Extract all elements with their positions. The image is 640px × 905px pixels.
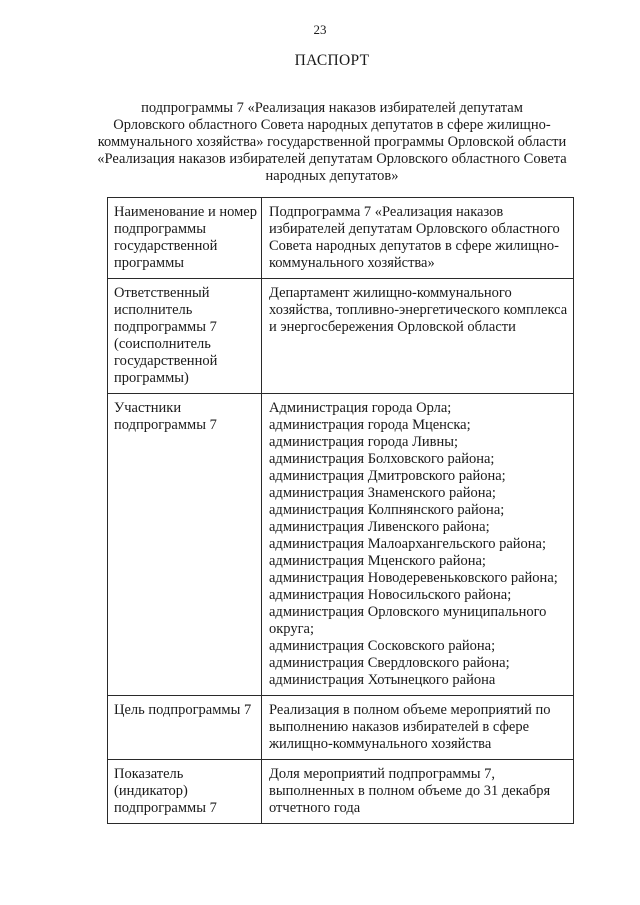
- row-label-line: программы): [114, 370, 189, 386]
- row-label-line: подпрограммы 7: [114, 319, 217, 335]
- subtitle-line: Орловского областного Совета народных депутатов в сфере жилищно-: [113, 117, 551, 133]
- table-row: [108, 198, 574, 279]
- row-value-line: администрация Новосильского района;: [269, 587, 512, 603]
- row-value-line: Доля мероприятий подпрограммы 7,: [269, 766, 495, 782]
- row-value-cell: [262, 696, 574, 760]
- row-value-line: администрация Орловского муниципального: [269, 604, 547, 620]
- row-label-line: Цель подпрограммы 7: [114, 702, 252, 718]
- row-value-line: администрация Знаменского района;: [269, 485, 496, 501]
- row-label-line: исполнитель: [114, 302, 193, 318]
- row-value-line: выполнению наказов избирателей в сфере: [269, 719, 530, 735]
- row-value-line: администрация города Мценска;: [269, 417, 471, 433]
- subtitle-line: народных депутатов»: [265, 168, 399, 184]
- table-row: [108, 279, 574, 394]
- row-label-line: подпрограммы 7: [114, 417, 217, 433]
- row-value-line: администрация Ливенского района;: [269, 519, 490, 535]
- row-value-line: администрация Малоархангельского района;: [269, 536, 547, 552]
- document-subtitle: [92, 100, 572, 185]
- row-label-cell: [108, 696, 262, 760]
- subtitle-line: подпрограммы 7 «Реализация наказов избирателей депутатам: [141, 100, 523, 116]
- table-row: [108, 696, 574, 760]
- row-label-line: государственной: [114, 353, 218, 369]
- row-value-cell: [262, 760, 574, 824]
- row-value-line: администрация Дмитровского района;: [269, 468, 506, 484]
- row-label-cell: [108, 279, 262, 394]
- row-value-line: администрация Свердловского района;: [269, 655, 510, 671]
- row-label-line: Показатель: [114, 766, 184, 782]
- row-value-cell: [262, 394, 574, 696]
- row-value-cell: [262, 279, 574, 394]
- row-label-line: программы: [114, 255, 184, 271]
- row-value-line: Совета народных депутатов в сфере жилищно-: [269, 238, 559, 254]
- row-value-line: администрация Хотынецкого района: [269, 672, 496, 688]
- subtitle-line: «Реализация наказов избирателей депутатам Орловского областного Совета: [97, 151, 567, 167]
- row-label-line: государственной: [114, 238, 218, 254]
- row-label-line: Участники: [114, 400, 182, 416]
- row-value-line: администрация Болховского района;: [269, 451, 495, 467]
- row-value-line: Администрация города Орла;: [269, 400, 452, 416]
- row-value-line: администрация Колпнянского района;: [269, 502, 505, 518]
- row-label-line: Ответственный: [114, 285, 210, 301]
- row-value-line: Департамент жилищно-коммунального: [269, 285, 512, 301]
- row-value-line: округа;: [269, 621, 315, 637]
- row-value-line: жилищно-коммунального хозяйства: [269, 736, 492, 752]
- row-value-line: выполненных в полном объеме до 31 декабря: [269, 783, 551, 799]
- passport-table: [107, 197, 574, 824]
- row-value-line: и энергосбережения Орловской области: [269, 319, 516, 335]
- row-value-line: Реализация в полном объеме мероприятий по: [269, 702, 551, 718]
- row-label-cell: [108, 394, 262, 696]
- table-row: [108, 760, 574, 824]
- row-value-line: хозяйства, топливно-энергетического комплекса: [269, 302, 568, 318]
- row-label-line: Наименование и номер: [114, 204, 257, 220]
- row-value-line: администрация Новодеревеньковского района;: [269, 570, 558, 586]
- row-label-cell: [108, 760, 262, 824]
- row-label-line: (индикатор): [114, 783, 188, 799]
- page-number: 23: [313, 22, 327, 37]
- subtitle-line: коммунального хозяйства» государственной программы Орловской области: [97, 134, 567, 150]
- row-value-line: администрация Мценского района;: [269, 553, 486, 569]
- table-row: [108, 394, 574, 696]
- row-label-line: подпрограммы: [114, 221, 206, 237]
- row-value-line: отчетного года: [269, 800, 361, 816]
- row-value-line: Подпрограмма 7 «Реализация наказов: [269, 204, 504, 220]
- row-value-line: администрация города Ливны;: [269, 434, 459, 450]
- row-label-line: (соисполнитель: [114, 336, 211, 352]
- document-title: ПАСПОРТ: [294, 52, 370, 69]
- row-value-cell: [262, 198, 574, 279]
- row-value-line: администрация Сосковского района;: [269, 638, 496, 654]
- row-value-line: коммунального хозяйства»: [269, 255, 435, 271]
- row-label-cell: [108, 198, 262, 279]
- row-value-line: избирателей депутатам Орловского областного: [269, 221, 560, 237]
- row-label-line: подпрограммы 7: [114, 800, 217, 816]
